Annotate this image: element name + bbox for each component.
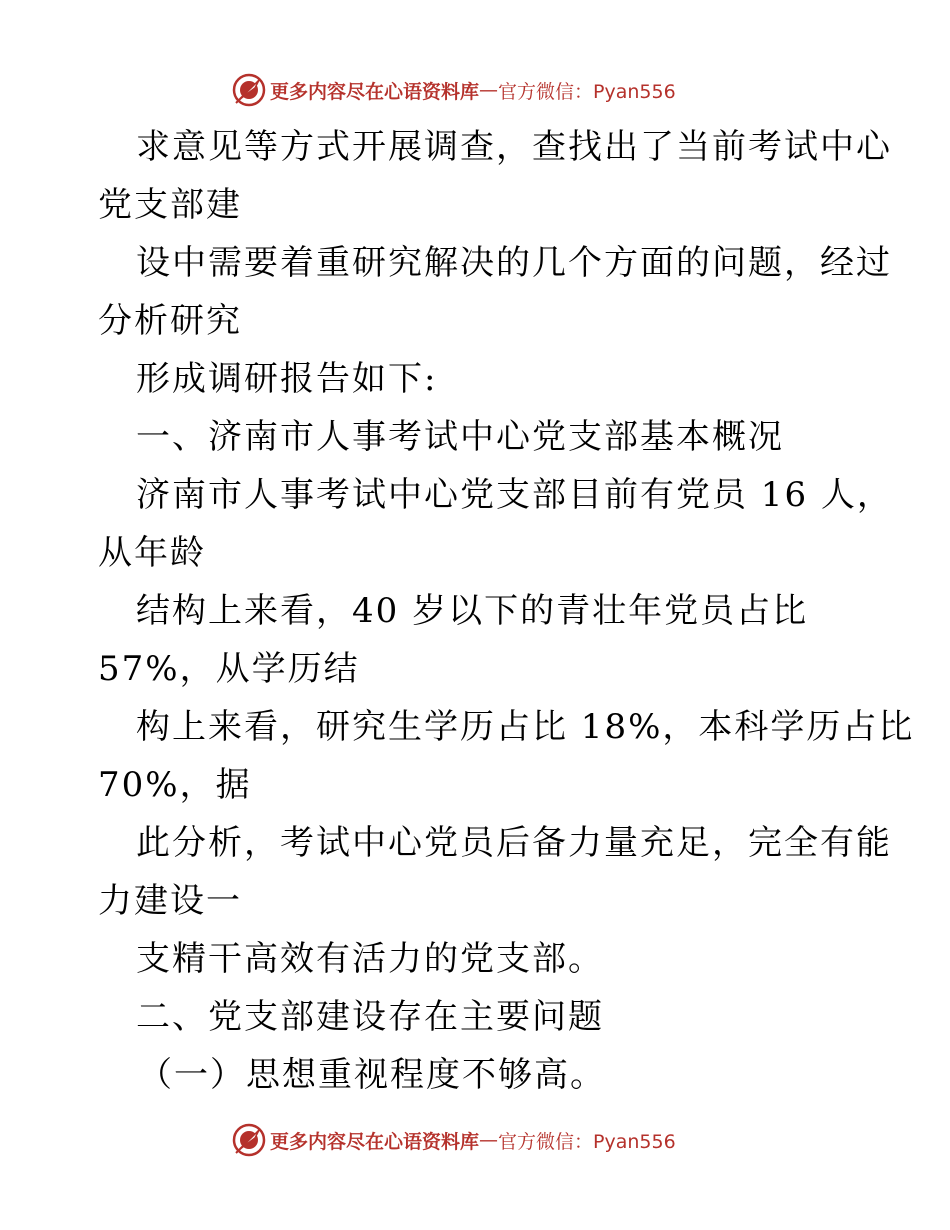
text-line-9: 结构上来看，40 岁以下的青壮年党员占比	[136, 591, 809, 631]
header-banner	[232, 70, 712, 110]
text-line-10: 57%，从学历结	[98, 649, 360, 689]
text-line-13: 此分析，考试中心党员后备力量充足，完全有能	[136, 823, 892, 863]
banner-separator: —	[479, 79, 499, 101]
text-line-12: 70%，据	[98, 765, 252, 805]
red-quill-logo-icon	[232, 1123, 266, 1157]
footer-banner	[232, 1120, 712, 1160]
banner-title: 更多内容尽在心语资料库	[270, 1130, 480, 1153]
text-line-3: 设中需要着重研究解决的几个方面的问题，经过	[136, 243, 892, 283]
text-line-11: 构上来看，研究生学历占比 18%，本科学历占比	[136, 707, 915, 747]
text-line-2: 党支部建	[98, 185, 242, 225]
text-line-5: 形成调研报告如下:	[136, 359, 438, 399]
banner-separator: —	[479, 1129, 499, 1151]
banner-wechat: 官方微信：Pyan556	[498, 1130, 676, 1153]
text-line-7: 济南市人事考试中心党支部目前有党员 16 人，	[136, 475, 893, 515]
red-quill-logo-icon	[232, 73, 266, 107]
text-line-4: 分析研究	[98, 301, 242, 341]
text-line-1: 求意见等方式开展调查，查找出了当前考试中心	[136, 127, 892, 167]
banner-title: 更多内容尽在心语资料库	[270, 80, 480, 103]
banner-wechat: 官方微信：Pyan556	[498, 80, 676, 103]
text-line-15: 支精干高效有活力的党支部。	[136, 939, 604, 979]
text-line-8: 从年龄	[98, 533, 206, 573]
section-heading-2: 二、党支部建设存在主要问题	[136, 997, 604, 1037]
subsection-heading-1: （一）思想重视程度不够高。	[138, 1055, 606, 1095]
section-heading-1: 一、济南市人事考试中心党支部基本概况	[136, 417, 784, 457]
text-line-14: 力建设一	[98, 881, 242, 921]
